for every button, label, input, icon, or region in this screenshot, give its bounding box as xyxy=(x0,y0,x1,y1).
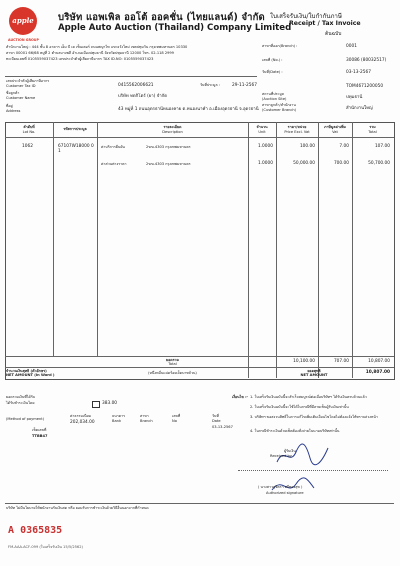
row-1-code: 67107W18000 01 xyxy=(58,144,94,154)
payment-amount-box: 383.00 xyxy=(102,401,118,406)
branch-value: 0001 xyxy=(346,44,357,49)
doc-copy-label: ต้นฉบับ xyxy=(325,31,342,37)
doc-no-label: เลขที่ (No.) : xyxy=(262,58,283,62)
row-1-total: 107.00 xyxy=(374,144,390,149)
total-vat: 707.00 xyxy=(333,359,349,364)
total-label-th: ยอดรวม xyxy=(166,358,179,362)
auction-date-label: วันที่ประมูล : xyxy=(200,83,220,87)
cheque-label: เช็คเลขที่ xyxy=(32,428,47,432)
row-2-vat: 700.00 xyxy=(333,161,349,166)
received-label: ยอดรวมเงินที่ได้รับ xyxy=(6,395,36,399)
row-2-desc-a: ค่าส่วนต่างราคา xyxy=(101,162,127,166)
tax-id-line: ทะเบียนเลขที่ 0105559037423 เลขประจำตัวผู้เสียภาษีอากร TAX ID.NO: 0105559037423 xyxy=(6,57,154,61)
condition-3: 3. บริษัทฯ ขอสงวนสิทธิ์ในการแก้ไขเพิ่มเติมเงื่อนไขโดยไม่ต้องแจ้งให้ทราบล่วงหน้า xyxy=(250,415,378,419)
cheque-value: TTBB47 xyxy=(32,434,48,438)
serial-value: 0365835 xyxy=(20,525,63,536)
bank-label: ธนาคาร xyxy=(112,414,126,418)
method-amount: 202,034.00 xyxy=(70,420,95,425)
col-lot-en: Lot No. xyxy=(22,130,36,134)
pay-branch-label-en: Branch xyxy=(140,419,153,423)
total-sum: 10,807.00 xyxy=(368,359,390,364)
footer-note: บริษัท ไม่มีนโยบายให้พนักงานรับเงินสด หรือ ยอมรับการชำระเงินด้วยวิธีอื่นนอกจากที่กำหนด xyxy=(6,506,149,510)
received-by-th: ผู้รับเงิน xyxy=(284,449,296,453)
serial-prefix: A xyxy=(8,525,15,536)
col-vat-en: Vat xyxy=(332,130,338,134)
col-lot-th: ลำดับที่ xyxy=(23,125,35,129)
words-value: (หนึ่งหมื่นแปดร้อยเจ็ดบาทถ้วน) xyxy=(148,371,197,375)
auction-date-value: 29-11-2567 xyxy=(232,83,257,88)
row-1-desc-b: 2ฆฆ-4303 กรุงเทพมหานคร xyxy=(146,145,191,149)
row-2-unit: 1.0000 xyxy=(257,161,273,166)
auction-site-value: ปทุมธานี xyxy=(346,95,363,100)
pay-no-label-en: No xyxy=(172,419,177,423)
col-desc-th: รายละเอียด xyxy=(163,125,182,129)
serial-number xyxy=(8,525,62,536)
doc-date-label: วันที่(Date) : xyxy=(262,70,283,74)
logo-subtext: AUCTION GROUP xyxy=(8,38,39,42)
condition-1: 1. ใบเสร็จรับเงินฉบับนี้จะสำเร็จสมบูรณ์ต่อเมื่อบริษัทฯ ได้รับเงินครบถ้วนแล้ว xyxy=(250,395,367,399)
col-desc-en: Description xyxy=(162,130,183,134)
customer-branch-label: สาขาลูกค้า/สำนักงาน xyxy=(262,103,296,107)
customer-taxid-label-en: Customer Tax ID xyxy=(6,84,36,88)
customer-name-value: บริษัท ทดกิโตร์ (ยา) จำกัด xyxy=(118,94,168,99)
address-value: 43 หมู่ที่ 1 ถนนอุดรธานีหนองคาย ต.หนองนาคำ อ.เมืองอุดรธานี จ.อุดรธานี xyxy=(118,107,259,112)
col-total-th: รวม xyxy=(369,125,376,129)
row-2-desc-b: 2ฆฆ-4303 กรุงเทพมหานคร xyxy=(146,162,191,166)
conditions-title: เงื่อนไข :- xyxy=(232,395,249,399)
pay-date-label-en: Date xyxy=(212,419,221,423)
col-vat-th: ภาษีมูลค่าเพิ่ม xyxy=(324,125,346,129)
row-1-price: 100.00 xyxy=(299,144,315,149)
col-unit-en: Unit xyxy=(258,130,266,134)
customer-name-label: ชื่อลูกค้า xyxy=(6,91,20,95)
customer-taxid-value: 0415562006621 xyxy=(118,83,154,88)
row-1-vat: 7.00 xyxy=(339,144,349,149)
method-value: ค่าธรรมเนียม xyxy=(70,414,92,418)
words-label-th: จำนวนเงินสุทธิ (ตัวอักษร) xyxy=(6,369,47,373)
auction-site-label: สถานที่ประมูล xyxy=(262,92,284,96)
customer-branch-value: สำนักงานใหญ่ xyxy=(346,106,373,111)
row-2-total: 50,700.00 xyxy=(368,161,390,166)
hq-address: สำนักงานใหญ่ : 444 ชั้น 8 อาคาร เอ็ม บี เค เซ็นเตอร์ ถนนพญาไท แขวงวังใหม่ เขตปทุมวัน กรุงเทพมหานคร 10330 xyxy=(6,45,188,49)
pay-date-value: 03-13-2567 xyxy=(212,425,233,429)
customer-name-label-en: Customer Name xyxy=(6,96,36,100)
payment-checkbox xyxy=(92,401,100,408)
net-label-en: NET AMOUNT xyxy=(300,373,328,377)
customer-taxid-label: เลขประจำตัวผู้เสียภาษีอากร xyxy=(6,79,50,83)
row-1-desc-a: ค่าบริการยืนยัน xyxy=(101,145,125,149)
col-total-en: Total xyxy=(368,130,377,134)
col-unit-th: จำนวน xyxy=(256,125,268,129)
branch-label: สาขาที่ออก(Branch) : xyxy=(262,44,298,48)
form-code: FM-AAA-ACF-099 (ใบเสร็จรับเงิน 15/5/2562) xyxy=(8,545,83,549)
bank-label-en: Bank xyxy=(112,419,122,423)
authorized-en: Authorized signature xyxy=(266,491,304,495)
deduct-label: ได้รับชำระเงินโดย xyxy=(6,401,35,405)
company-logo xyxy=(6,6,42,42)
doc-title-th: ใบเสร็จรับเงิน/ใบกำกับภาษี xyxy=(270,13,342,20)
pay-date-label: วันที่ xyxy=(212,414,219,418)
condition-2: 2. ใบเสร็จรับเงินฉบับนี้จะใช้ได้ในกรณีที่มีลายเซ็นผู้รับเงินเท่านั้น xyxy=(250,405,349,409)
address-label-en: Address xyxy=(6,109,21,113)
doc-no-value: 30086 (80032517) xyxy=(346,58,387,63)
col-price-th: ราคา/หน่วย xyxy=(287,125,307,129)
net-label-th: ยอดสุทธิ xyxy=(307,369,321,373)
net-value: 10,807.00 xyxy=(365,370,390,375)
pay-branch-label: สาขา xyxy=(140,414,149,418)
condition-4: 4. ในกรณีชำระเงินด้วยเช็คต้องสั่งจ่ายในนามบริษัทเท่านั้น xyxy=(250,429,340,433)
doc-title-en: Receipt / Tax Invoice xyxy=(289,20,361,27)
method-label: (Method of payment) xyxy=(6,417,45,421)
received-by-en: Received by xyxy=(270,454,292,458)
doc-ref-value: TOM4671200050 xyxy=(346,84,384,89)
row-1-unit: 1.0000 xyxy=(257,144,273,149)
row-1-lot: 1062 xyxy=(22,144,33,149)
address-label: ที่อยู่ xyxy=(6,104,13,108)
company-name-th: บริษัท แอพเพิล ออโต้ ออคชั่น (ไทยแลนด์) จำกัด xyxy=(58,12,265,23)
pay-no-label: เลขที่ xyxy=(172,414,181,418)
customer-branch-label-en: (Customer Branch) xyxy=(262,108,297,112)
col-code-th: รหัสการประมูล xyxy=(63,127,87,131)
total-label-en: Total xyxy=(168,362,177,366)
row-2-price: 50,000.00 xyxy=(293,161,315,166)
doc-date-value: 03-13-2567 xyxy=(346,70,371,75)
total-price: 10,100.00 xyxy=(293,359,315,364)
words-label-en: NET AMOUNT (In Word ) xyxy=(6,373,55,377)
logo-text: apple xyxy=(12,16,34,25)
company-name-en: Apple Auto Auction (Thailand) Company Limited xyxy=(58,23,292,33)
authorized-name: ( นางสาวสุจิตรา ศรีทองสุข ) xyxy=(258,485,303,489)
auction-site-label-en: (Auction Site) xyxy=(262,97,287,101)
branch-address: สาขา 00001 66/68 หมู่ที่ 2 ตำบลบางพลี อำเภอเมืองปทุมธานี จังหวัดปทุมธานี 12000 โทร. 02-118 2999 xyxy=(6,51,174,55)
col-price-en: Price Excl. Vat xyxy=(284,130,310,134)
